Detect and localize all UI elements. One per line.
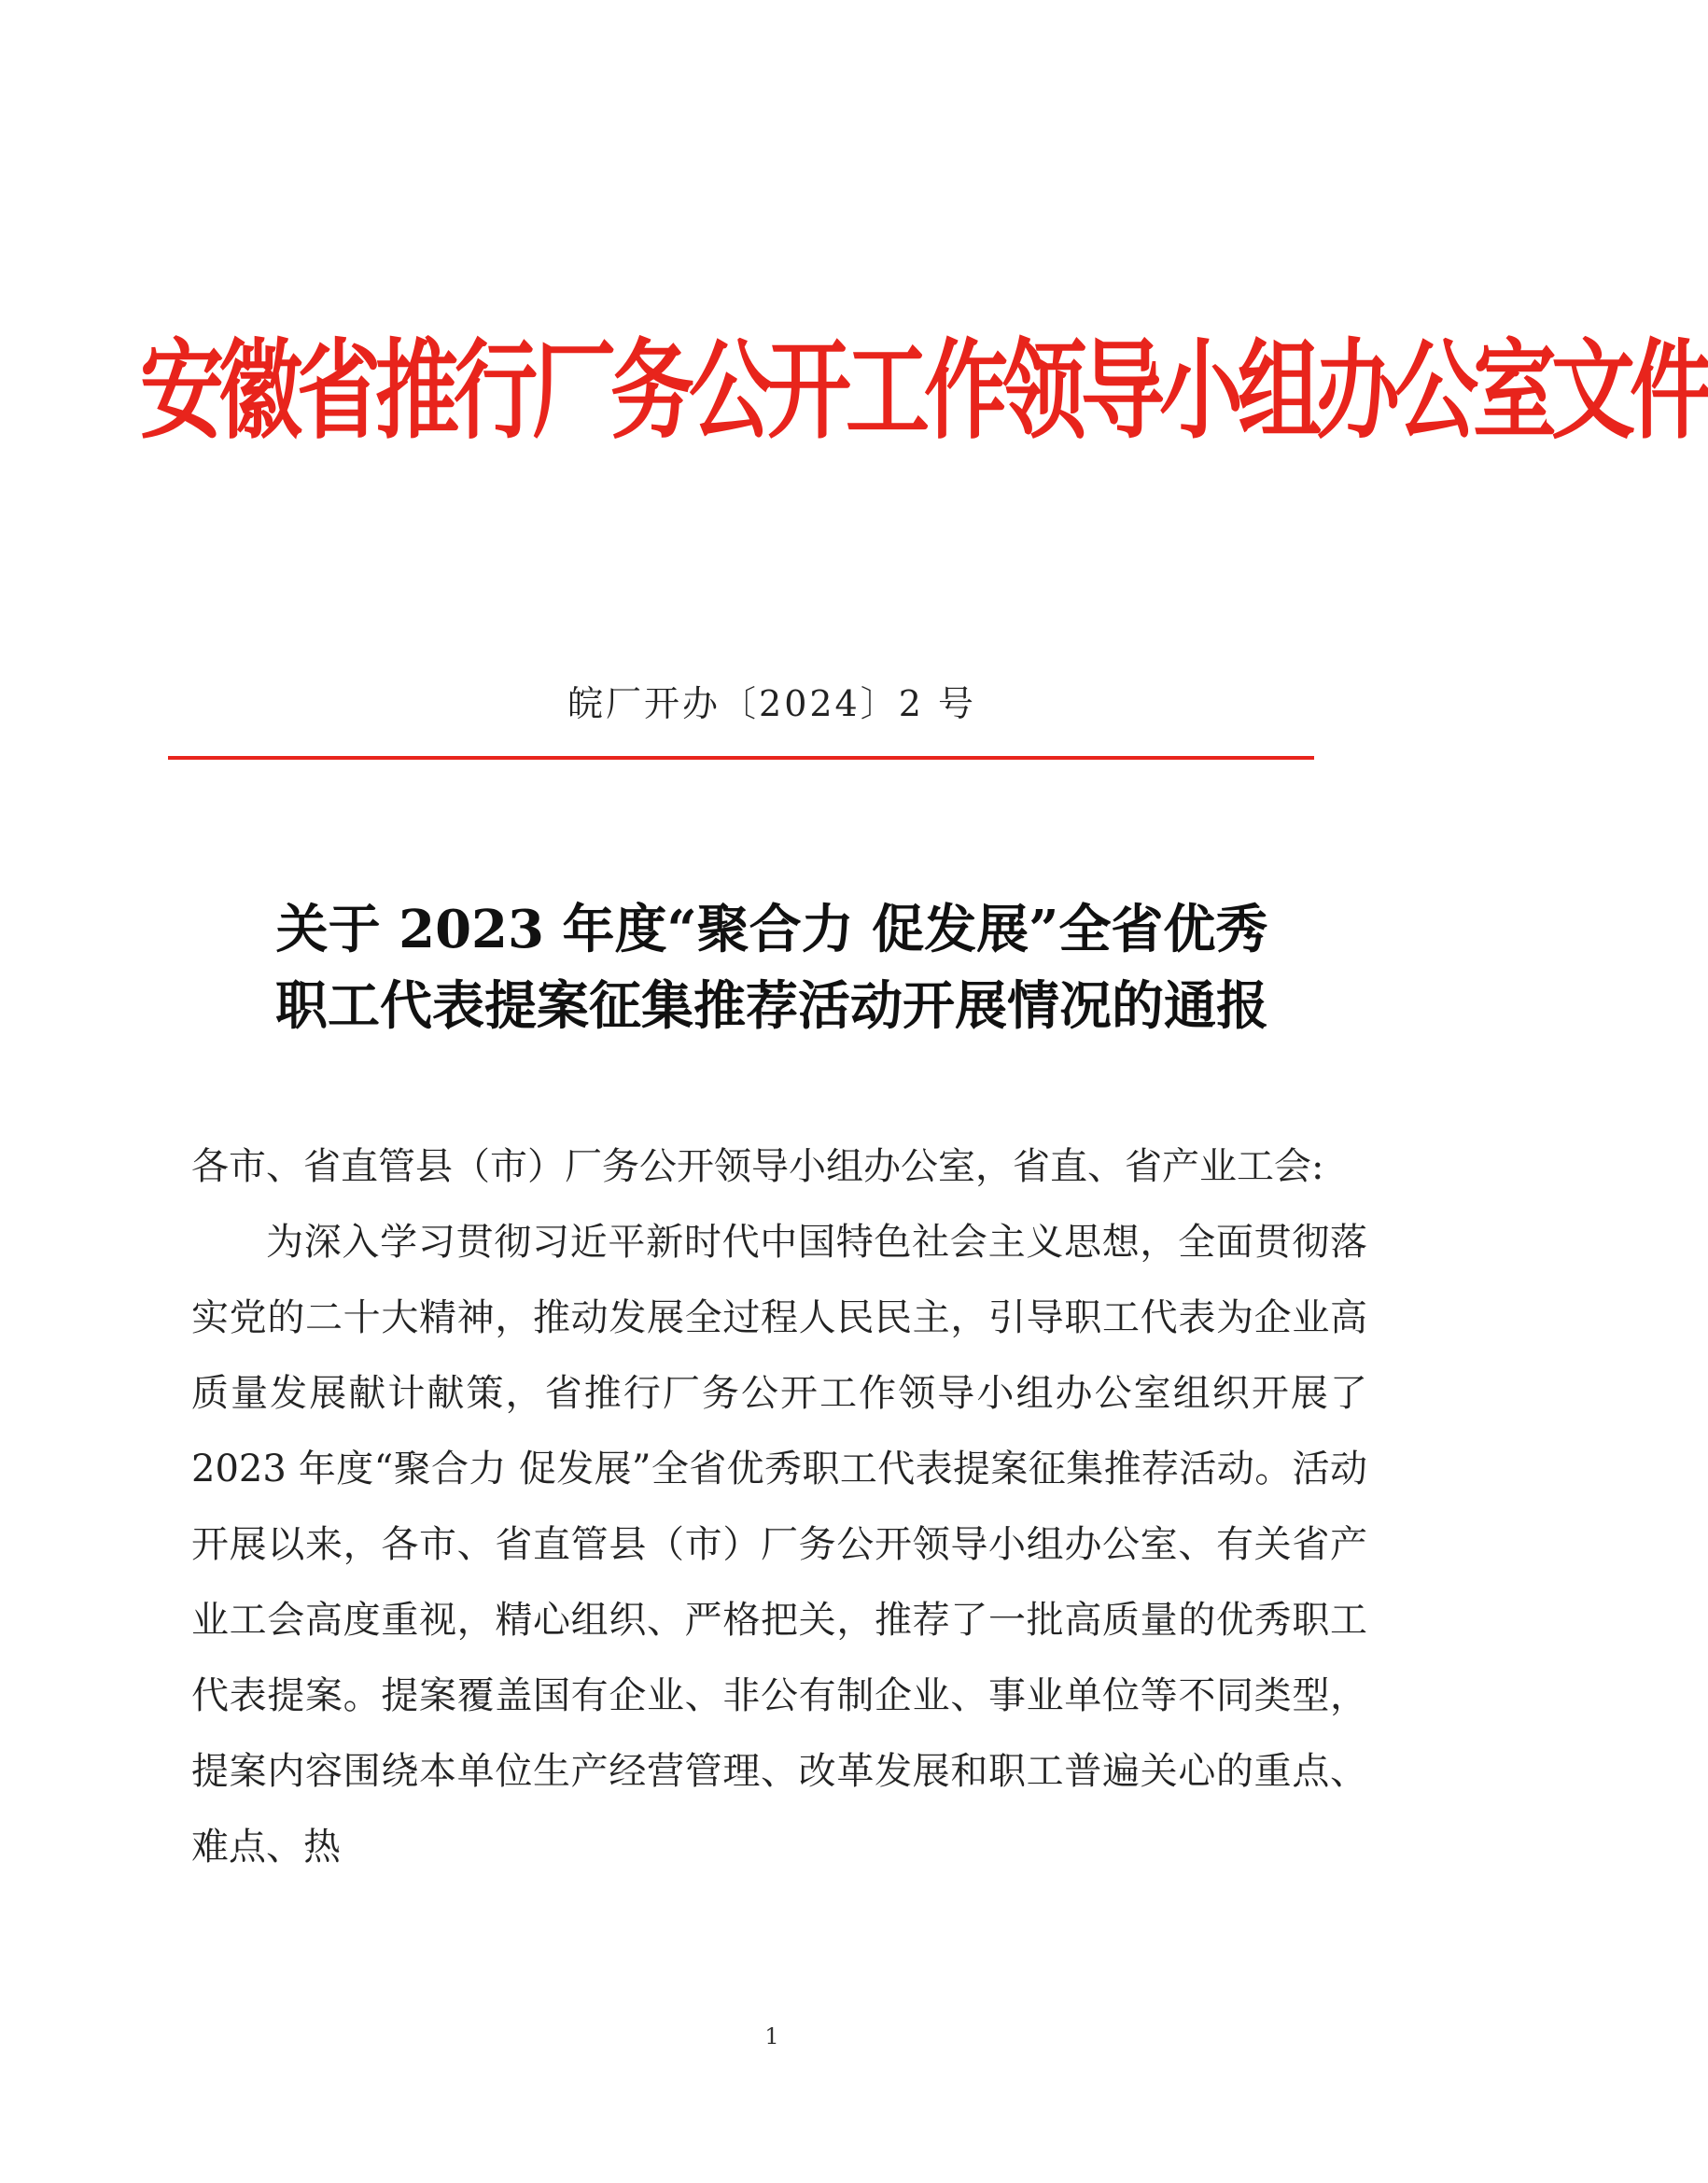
notice-title-line-2: 职工代表提案征集推荐活动开展情况的通报 (275, 975, 1268, 1037)
red-divider-rule (168, 756, 1314, 760)
body-paragraph: 为深入学习贯彻习近平新时代中国特色社会主义思想，全面贯彻落实党的二十大精神，推动发展全过程人民民主，引导职工代表为企业高质量发展献计献策，省推行厂务公开工作领导小组办公室组织开展了 2023 年度“聚合力 促发展”全省优秀职工代表提案征集推荐活动。活动开展以来，各市、省直管县（市）厂务公开领导小组办公室、有关省产业工会高度重视，精心组织、严格把关，推荐了一批高质量的优秀职工代表提案。提案覆盖国有企业、非公有制企业、事业单位等不同类型，提案内容围绕本单位生产经营管理、改革发展和职工普遍关心的重点、难点、热 (191, 1221, 1367, 1868)
masthead-title: 安徽省推行厂务公开工作领导小组办公室文件 (140, 329, 1708, 455)
notice-title (140, 891, 1404, 1044)
salutation: 各市、省直管县（市）厂务公开领导小组办公室，省直、省产业工会: (191, 1145, 1324, 1188)
document-number: 皖厂开办〔2024〕2 号 (567, 683, 976, 724)
page-number: 1 (764, 2023, 779, 2050)
notice-title-line-1: 关于 2023 年度“聚合力 促发展”全省优秀 (275, 899, 1268, 960)
document-body (191, 1129, 1367, 1885)
